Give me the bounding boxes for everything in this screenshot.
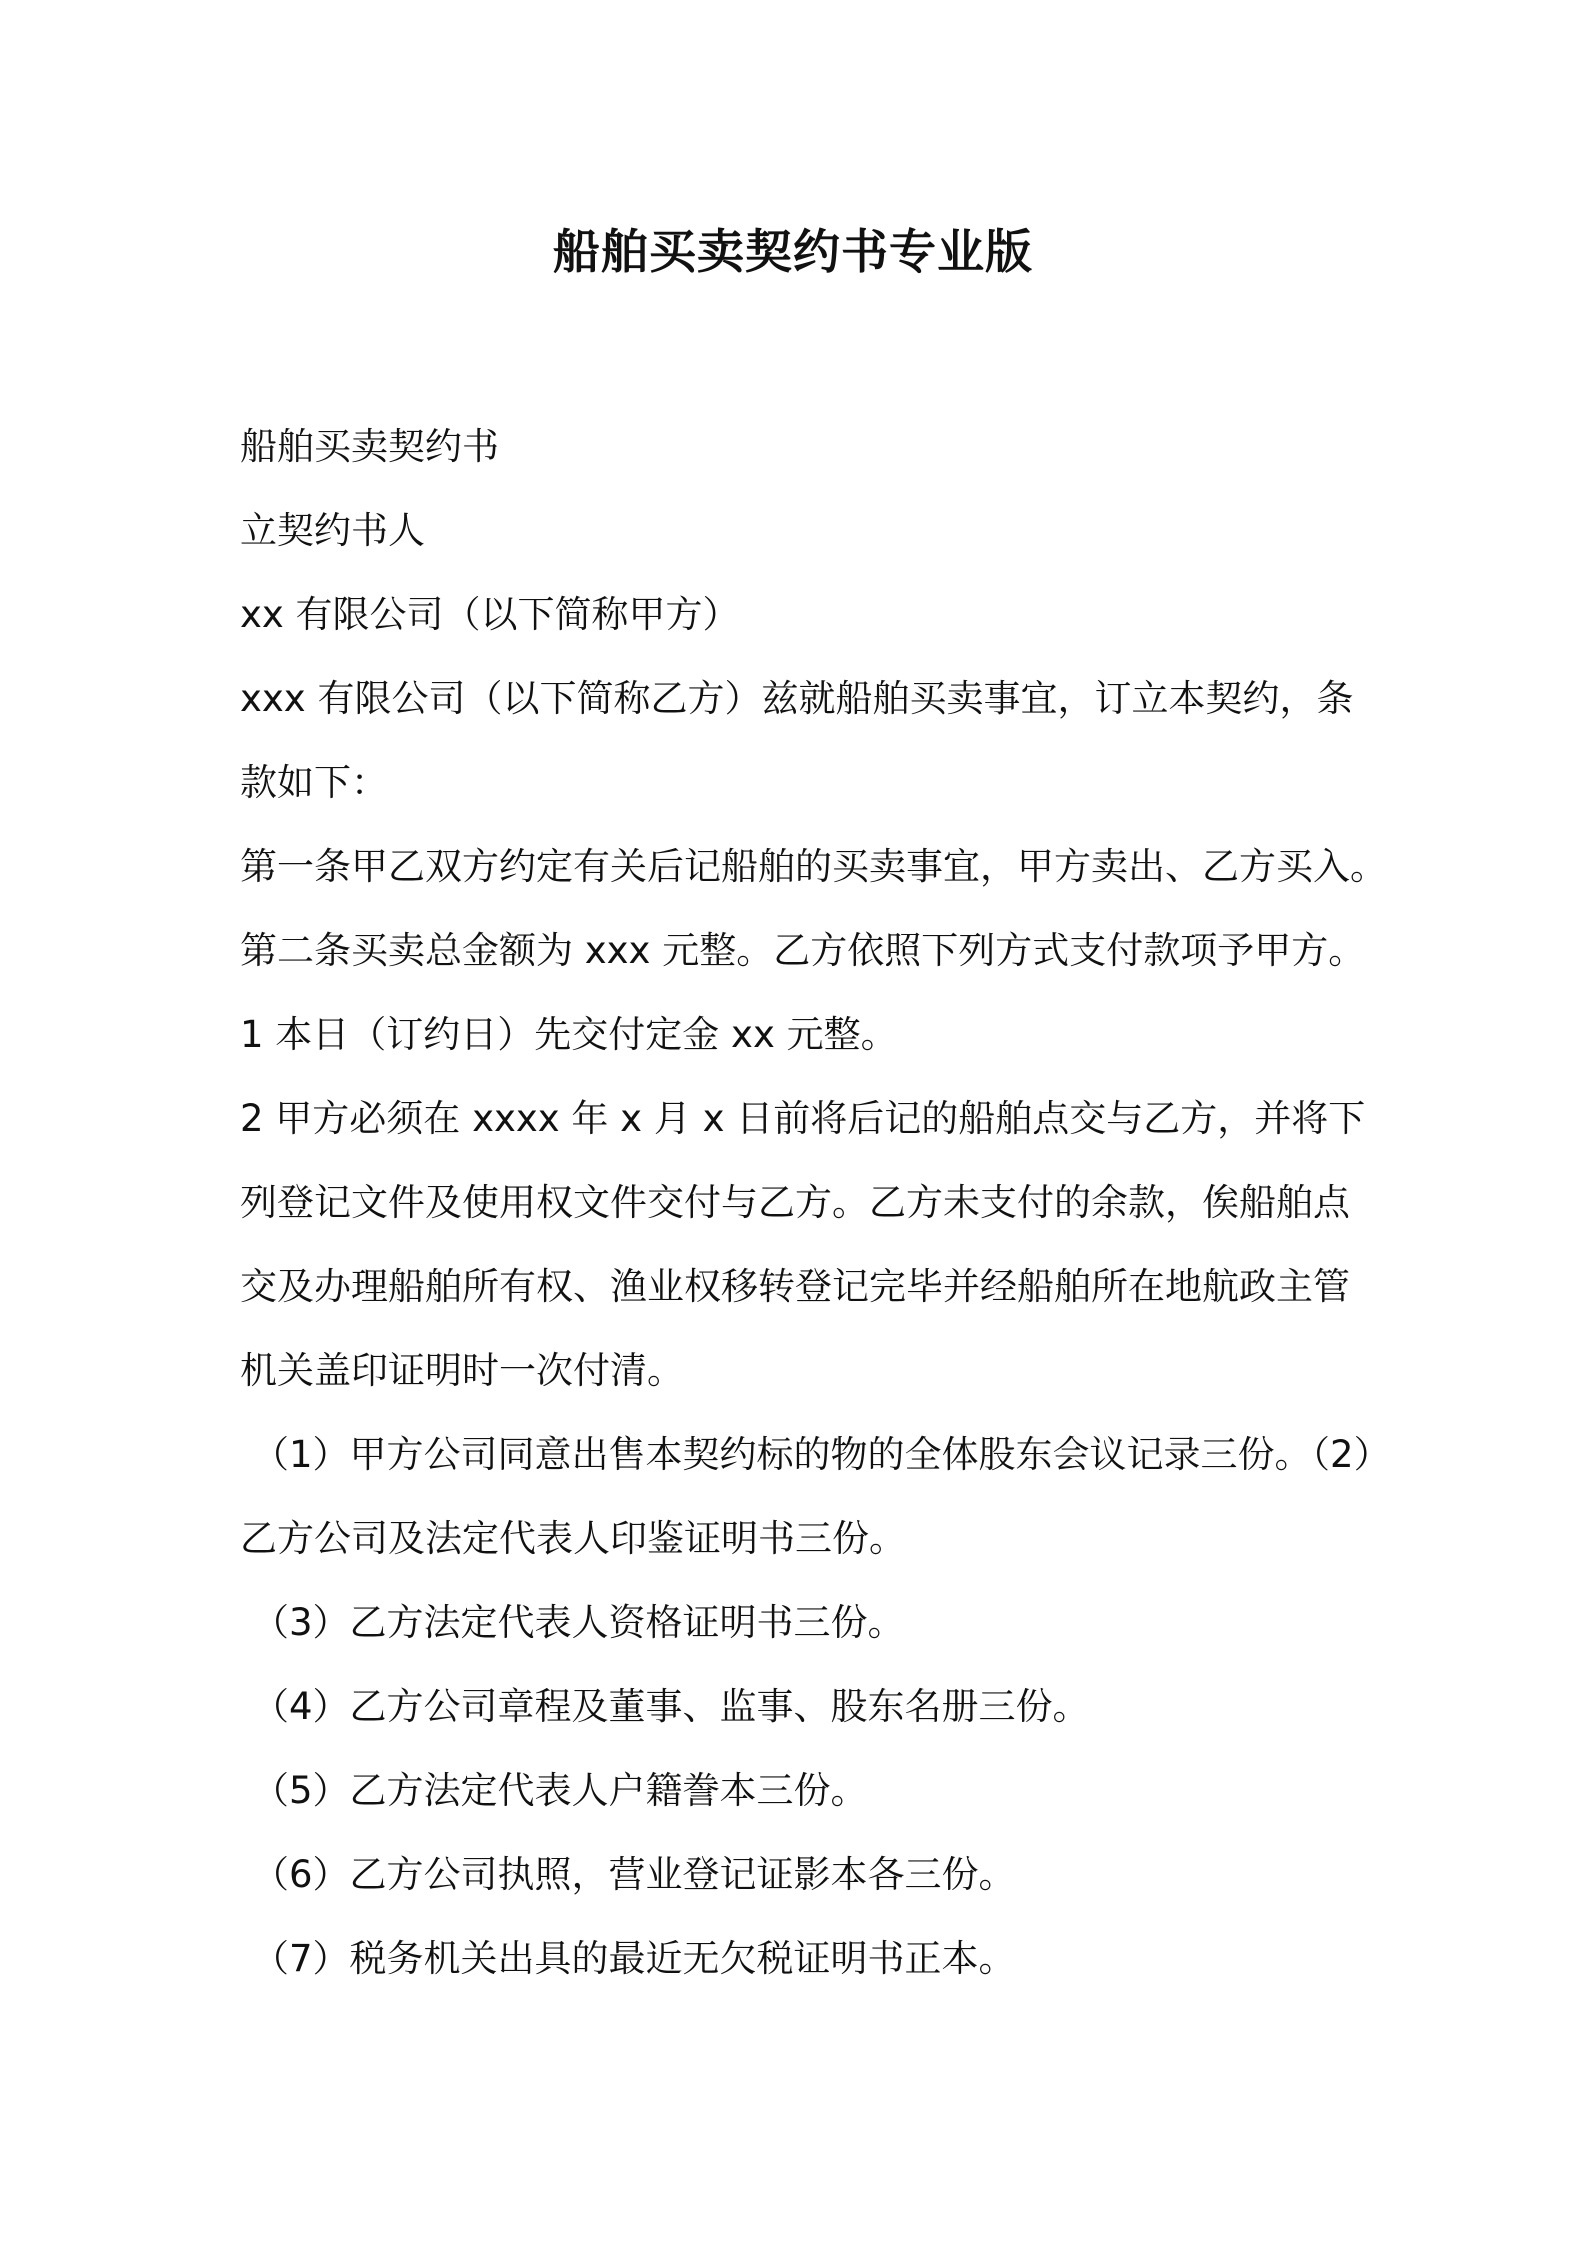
document-item-3: （3）乙方法定代表人资格证明书三份。 [252, 1601, 905, 1644]
payment-term-2-line-1: 2 甲方必须在 xxxx 年 x 月 x 日前将后记的船舶点交与乙方，并将下 [240, 1097, 1366, 1140]
document-item-6: （6）乙方公司执照，营业登记证影本各三份。 [252, 1853, 1016, 1896]
party-b-line-continued: 款如下： [240, 761, 388, 804]
payment-term-2-line-2: 列登记文件及使用权文件交付与乙方。乙方未支付的余款，俟船舶点 [240, 1181, 1350, 1224]
document-item-5: （5）乙方法定代表人户籍誊本三份。 [252, 1769, 868, 1812]
article-2: 第二条买卖总金额为 xxx 元整。乙方依照下列方式支付款项予甲方。 [240, 929, 1366, 972]
article-1: 第一条甲乙双方约定有关后记船舶的买卖事宜，甲方卖出、乙方买入。 [240, 845, 1387, 888]
document-body [240, 405, 1391, 2001]
document-item-7: （7）税务机关出具的最近无欠税证明书正本。 [252, 1937, 1016, 1980]
parties-label: 立契约书人 [240, 509, 425, 552]
document-item-2-continued: 乙方公司及法定代表人印鉴证明书三份。 [240, 1517, 906, 1560]
document-item-4: （4）乙方公司章程及董事、监事、股东名册三份。 [252, 1685, 1090, 1728]
contract-heading: 船舶买卖契约书 [240, 425, 499, 468]
document-title: 船舶买卖契约书专业版 [553, 225, 1033, 280]
payment-term-2-line-3: 交及办理船舶所有权、渔业权移转登记完毕并经船舶所在地航政主管 [240, 1265, 1350, 1308]
payment-term-2-line-4: 机关盖印证明时一次付清。 [240, 1349, 684, 1392]
party-a-line: xx 有限公司（以下简称甲方） [240, 593, 740, 636]
party-b-line: xxx 有限公司（以下简称乙方）兹就船舶买卖事宜，订立本契约，条 [240, 677, 1354, 720]
payment-term-1: 1 本日（订约日）先交付定金 xx 元整。 [240, 1013, 898, 1056]
document-item-1-2: （1）甲方公司同意出售本契约标的物的全体股东会议记录三份。（2） [252, 1433, 1391, 1476]
